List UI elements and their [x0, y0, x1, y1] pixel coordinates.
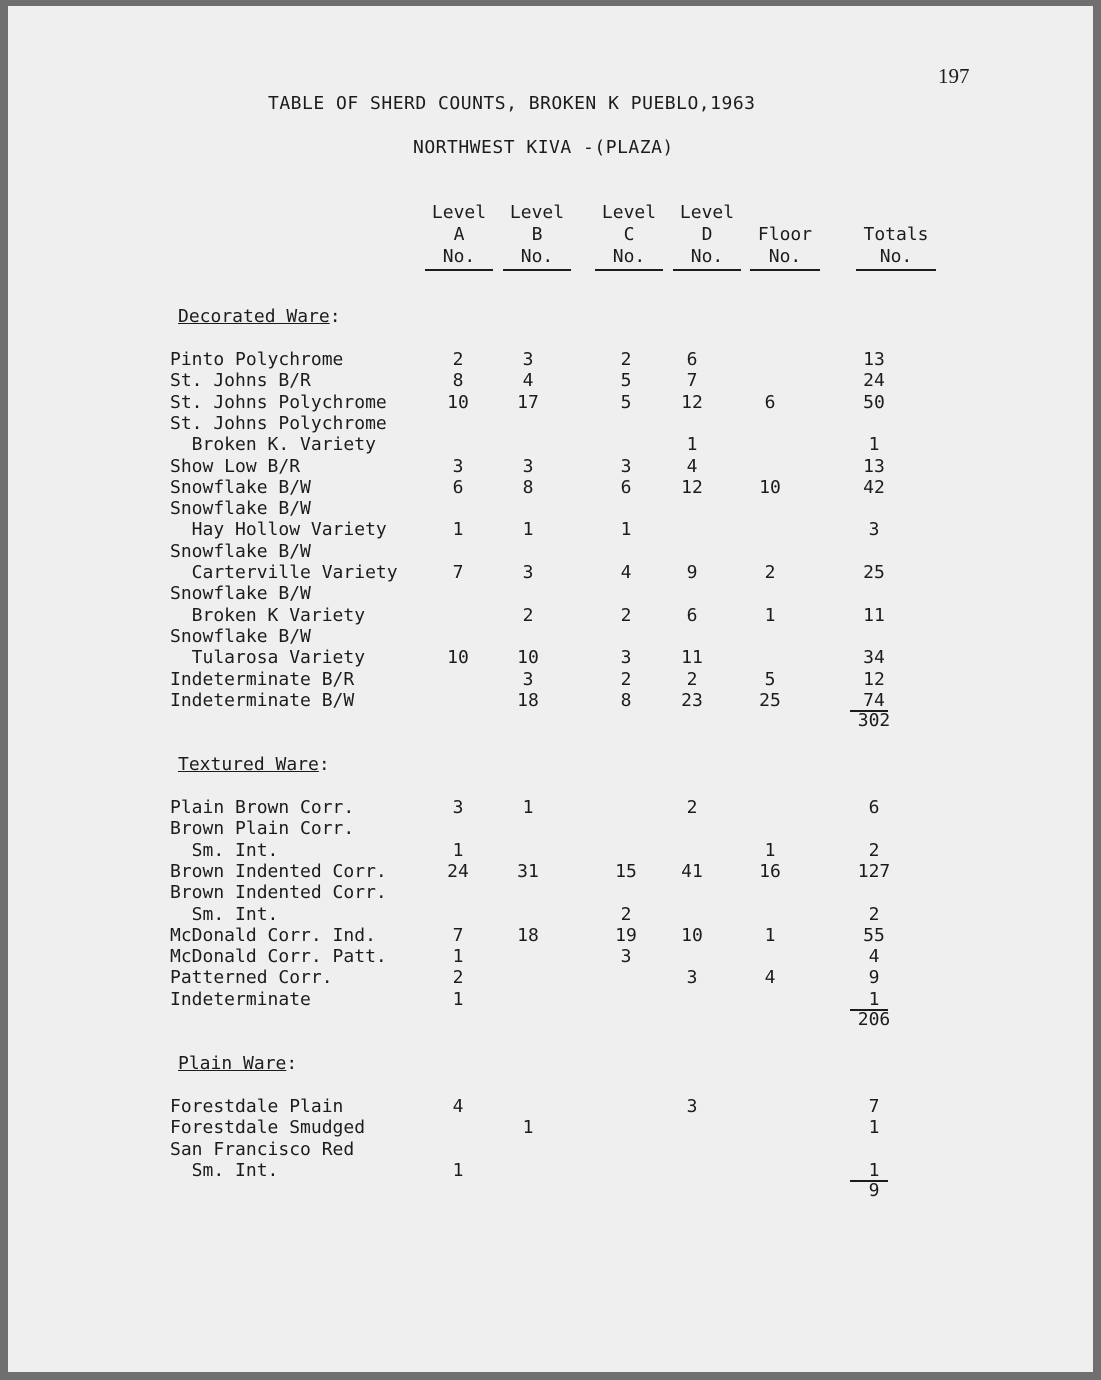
table-cell: 5 [620, 391, 632, 413]
document-page [8, 6, 1093, 1372]
table-cell: 6 [452, 476, 464, 498]
table-cell: 3 [522, 668, 534, 690]
table-cell: 25 [863, 562, 885, 583]
section-heading-text: Textured Ware [178, 754, 319, 775]
section-total-row [8, 1009, 1093, 1031]
table-row [8, 861, 1093, 883]
table-row [8, 1117, 1093, 1139]
table-cell: 2 [620, 903, 632, 925]
row-label: San Francisco Red [170, 1138, 355, 1160]
table-cell: 1 [868, 1159, 880, 1181]
column-header-level-c [595, 202, 663, 271]
table-row [8, 541, 1093, 563]
table-cell: 6 [686, 349, 698, 370]
column-header-line1: Level [431, 202, 487, 223]
row-label: Indeterminate B/W [170, 689, 355, 711]
table-row [8, 626, 1093, 648]
row-label: Tularosa Variety [170, 647, 366, 669]
table-cell: 2 [686, 668, 698, 690]
table-cell: 7 [686, 370, 698, 392]
table-cell: 1 [522, 519, 534, 541]
table-cell: 3 [620, 946, 632, 968]
row-label: Plain Brown Corr. [170, 797, 355, 818]
table-cell: 25 [759, 689, 781, 711]
table-cell: 6 [764, 391, 776, 413]
table-row [8, 370, 1093, 392]
table-row [8, 989, 1093, 1011]
table-cell: 1 [868, 988, 880, 1010]
table-cell: 4 [686, 455, 698, 477]
row-label: Indeterminate [170, 988, 311, 1010]
table-cell: 1 [452, 839, 464, 861]
table-cell: 3 [686, 1096, 698, 1117]
table-row [8, 690, 1093, 712]
section-total-row [8, 1180, 1093, 1202]
table-cell: 3 [620, 647, 632, 669]
table-cell: 10 [759, 476, 781, 498]
column-header-line3: No. [750, 246, 820, 271]
row-label: Brown Indented Corr. [170, 882, 387, 904]
table-cell: 12 [681, 476, 703, 498]
table-cell: 50 [863, 391, 885, 413]
column-header-line2: C [623, 224, 635, 245]
table-row [8, 562, 1093, 584]
table-row [8, 904, 1093, 926]
section-heading-colon: : [329, 306, 341, 327]
row-label: Sm. Int. [170, 1159, 279, 1181]
column-header-line3: No. [503, 246, 571, 271]
section-heading [178, 754, 330, 775]
table-cell: 1 [452, 988, 464, 1010]
table-row [8, 1160, 1093, 1182]
table-cell: 10 [681, 924, 703, 946]
column-header-level-d [673, 202, 741, 271]
table-cell: 6 [686, 604, 698, 626]
table-cell: 41 [681, 860, 703, 882]
table-cell: 2 [452, 349, 464, 370]
column-header-line3: No. [425, 246, 493, 271]
section-heading-text: Decorated Ware [178, 306, 330, 327]
row-label: Snowflake B/W [170, 540, 311, 562]
table-cell: 7 [452, 924, 464, 946]
table-cell: 11 [863, 604, 885, 626]
table-cell: 1 [452, 1159, 464, 1181]
table-cell: 2 [686, 797, 698, 818]
table-cell: 3 [522, 562, 534, 583]
table-cell: 42 [863, 476, 885, 498]
column-header-line2: D [701, 224, 713, 245]
table-cell: 1 [868, 1117, 880, 1139]
row-label: Snowflake B/W [170, 476, 311, 498]
column-header-line1: Level [679, 202, 735, 223]
column-header-line1: Level [601, 202, 657, 223]
table-cell: 12 [681, 391, 703, 413]
row-label: Indeterminate B/R [170, 668, 355, 690]
row-label: Snowflake B/W [170, 625, 311, 647]
row-label: Forestdale Smudged [170, 1117, 366, 1139]
table-cell: 1 [764, 839, 776, 861]
column-header-level-b [503, 202, 571, 271]
section-heading-text: Plain Ware [178, 1053, 287, 1074]
table-cell: 10 [447, 647, 469, 669]
table-row [8, 797, 1093, 819]
table-cell: 1 [522, 797, 534, 818]
column-header-totals [856, 202, 936, 271]
column-header-floor [750, 202, 820, 271]
table-cell: 2 [764, 562, 776, 583]
table-cell: 3 [452, 455, 464, 477]
column-header-level-a [425, 202, 493, 271]
table-row [8, 647, 1093, 669]
table-subtitle: NORTHWEST KIVA -(PLAZA) [413, 137, 674, 158]
row-label: Snowflake B/W [170, 498, 311, 520]
table-cell: 2 [868, 839, 880, 861]
table-cell: 4 [620, 562, 632, 583]
table-row [8, 925, 1093, 947]
table-cell: 7 [868, 1096, 880, 1117]
table-row [8, 946, 1093, 968]
table-cell: 5 [620, 370, 632, 392]
table-cell: 10 [517, 647, 539, 669]
table-cell: 1 [686, 434, 698, 456]
table-cell: 6 [620, 476, 632, 498]
table-cell: 13 [863, 349, 885, 370]
section-total: 206 [857, 1009, 891, 1030]
table-cell: 3 [868, 519, 880, 541]
table-cell: 2 [868, 903, 880, 925]
table-cell: 6 [868, 797, 880, 818]
table-cell: 24 [863, 370, 885, 392]
column-header-line3: No. [856, 246, 936, 271]
row-label: Pinto Polychrome [170, 349, 344, 370]
table-cell: 12 [863, 668, 885, 690]
table-row [8, 583, 1093, 605]
table-cell: 19 [615, 924, 637, 946]
table-cell: 9 [868, 967, 880, 989]
table-cell: 2 [620, 349, 632, 370]
section-heading [178, 1053, 297, 1074]
column-header-line2: A [453, 224, 465, 245]
row-label: St. Johns B/R [170, 370, 311, 392]
table-cell: 16 [759, 860, 781, 882]
table-row [8, 519, 1093, 541]
table-cell: 74 [863, 689, 885, 711]
table-cell: 1 [452, 519, 464, 541]
column-header-line1 [856, 202, 936, 224]
column-header-line2: B [531, 224, 543, 245]
table-row [8, 967, 1093, 989]
table-cell: 3 [686, 967, 698, 989]
column-header-line2: Totals [863, 224, 929, 245]
table-cell: 23 [681, 689, 703, 711]
table-cell: 1 [522, 1117, 534, 1139]
table-cell: 1 [868, 434, 880, 456]
column-header-line3: No. [595, 246, 663, 271]
table-cell: 1 [764, 604, 776, 626]
table-cell: 4 [452, 1096, 464, 1117]
column-header-line1 [750, 202, 820, 224]
row-label: Brown Indented Corr. [170, 860, 387, 882]
table-row [8, 1139, 1093, 1161]
table-cell: 4 [522, 370, 534, 392]
table-cell: 4 [764, 967, 776, 989]
row-label: Broken K. Variety [170, 434, 376, 456]
table-row [8, 392, 1093, 414]
table-cell: 3 [522, 455, 534, 477]
table-row [8, 349, 1093, 371]
table-cell: 2 [620, 668, 632, 690]
row-label: Hay Hollow Variety [170, 519, 387, 541]
table-cell: 1 [452, 946, 464, 968]
table-row [8, 669, 1093, 691]
table-row [8, 498, 1093, 520]
table-row [8, 818, 1093, 840]
table-cell: 2 [522, 604, 534, 626]
row-label: Forestdale Plain [170, 1096, 344, 1117]
table-cell: 55 [863, 924, 885, 946]
table-cell: 11 [681, 647, 703, 669]
table-cell: 1 [764, 924, 776, 946]
table-cell: 8 [522, 476, 534, 498]
row-label: Sm. Int. [170, 903, 279, 925]
table-cell: 13 [863, 455, 885, 477]
table-row [8, 840, 1093, 862]
row-label: Snowflake B/W [170, 583, 311, 605]
table-cell: 9 [686, 562, 698, 583]
table-cell: 5 [764, 668, 776, 690]
section-total: 302 [857, 710, 891, 732]
table-cell: 34 [863, 647, 885, 669]
row-label: St. Johns Polychrome [170, 412, 387, 434]
table-cell: 3 [522, 349, 534, 370]
table-cell: 18 [517, 689, 539, 711]
column-header-line2: Floor [757, 224, 813, 245]
table-cell: 8 [452, 370, 464, 392]
column-header-line1: Level [509, 202, 565, 223]
page-number: 197 [938, 64, 970, 88]
table-cell: 18 [517, 924, 539, 946]
column-header-line3: No. [673, 246, 741, 271]
table-cell: 2 [620, 604, 632, 626]
section-heading-colon: : [318, 754, 330, 775]
table-cell: 8 [620, 689, 632, 711]
table-row [8, 413, 1093, 435]
table-row [8, 605, 1093, 627]
row-label: Patterned Corr. [170, 967, 333, 989]
row-label: Carterville Variety [170, 562, 398, 583]
table-cell: 2 [452, 967, 464, 989]
table-title: TABLE OF SHERD COUNTS, BROKEN K PUEBLO,1963 [268, 93, 756, 114]
table-row [8, 477, 1093, 499]
table-row [8, 434, 1093, 456]
row-label: Brown Plain Corr. [170, 818, 355, 840]
table-cell: 4 [868, 946, 880, 968]
row-label: McDonald Corr. Patt. [170, 946, 387, 968]
row-label: Broken K Variety [170, 604, 366, 626]
table-cell: 10 [447, 391, 469, 413]
table-cell: 31 [517, 860, 539, 882]
row-label: McDonald Corr. Ind. [170, 924, 376, 946]
row-label: St. Johns Polychrome [170, 391, 387, 413]
table-cell: 3 [452, 797, 464, 818]
table-row [8, 1096, 1093, 1118]
row-label: Sm. Int. [170, 839, 279, 861]
section-heading [178, 306, 341, 327]
table-cell: 7 [452, 562, 464, 583]
table-cell: 15 [615, 860, 637, 882]
row-label: Show Low B/R [170, 455, 301, 477]
table-cell: 127 [857, 860, 891, 882]
section-total: 9 [868, 1180, 880, 1202]
table-cell: 24 [447, 860, 469, 882]
table-row [8, 456, 1093, 478]
table-cell: 17 [517, 391, 539, 413]
table-row [8, 882, 1093, 904]
table-cell: 3 [620, 455, 632, 477]
section-heading-colon: : [286, 1053, 298, 1074]
section-total-row [8, 710, 1093, 732]
table-cell: 1 [620, 519, 632, 541]
